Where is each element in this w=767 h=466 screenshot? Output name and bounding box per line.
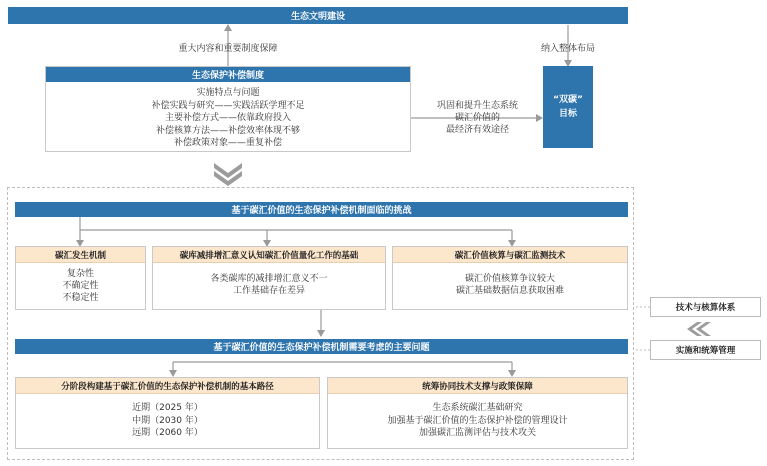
left-arrow-label: 重大内容和重要制度保障 <box>178 44 278 54</box>
middle-line: 碳汇价值的 <box>454 113 500 123</box>
issue-line: 生态系统碳汇基础研究 <box>432 403 523 413</box>
eco-compensation-title: 生态保护补偿制度 <box>46 67 410 82</box>
issue-box-phased-path <box>15 377 320 449</box>
challenge-line: 各类碳库的减排增汇意义不一 <box>210 274 328 284</box>
issue-box-coordination <box>327 377 628 449</box>
double-chevron-down-icon <box>214 163 242 186</box>
challenge-line: 不确定性 <box>62 281 99 291</box>
challenge-line: 复杂性 <box>66 269 94 279</box>
eco-compensation-box <box>45 66 411 152</box>
issue-line: 中期（2030 年） <box>132 415 203 426</box>
challenge-box-carbon-pool <box>152 246 386 310</box>
challenge-title: 碳汇发生机制 <box>16 247 145 263</box>
eco-line: 补偿政策对象——重复补偿 <box>173 138 282 148</box>
issue-line: 远期（2060 年） <box>132 428 203 438</box>
dual-carbon-box <box>543 66 593 148</box>
challenge-title: 碳库减排增汇意义认知碳汇价值量化工作的基础 <box>153 247 385 263</box>
challenge-box-carbon-mechanism <box>15 246 146 310</box>
double-chevron-left-icon <box>687 322 711 336</box>
challenge-box-accounting <box>392 246 628 310</box>
issue-title: 统筹协同技术支撑与政策保障 <box>328 378 627 394</box>
issue-line: 近期（2025 年） <box>132 403 203 413</box>
challenge-line: 不稳定性 <box>62 293 99 303</box>
issue-line: 加强碳汇监测评估与技术攻关 <box>418 428 536 438</box>
challenge-line: 碳汇价值核算争议较大 <box>464 274 555 284</box>
middle-line: 最经济有效途径 <box>445 125 509 135</box>
eco-line: 补偿核算方法——补偿效率体现不够 <box>155 125 300 136</box>
eco-line: 主要补偿方式——依靠政府投入 <box>164 113 291 123</box>
issue-line: 加强基于碳汇价值的生态保护补偿的管理设计 <box>387 415 568 426</box>
challenge-line: 碳汇基础数据信息获取困难 <box>455 286 564 296</box>
middle-arrow-label <box>420 100 535 136</box>
right-arrow-label: 纳入整体布局 <box>540 44 595 54</box>
challenge-line: 工作基础存在差异 <box>232 286 305 296</box>
side-label-implementation: 实施和统筹管理 <box>650 340 761 360</box>
challenge-banner: 基于碳汇价值的生态保护补偿机制面临的挑战 <box>15 202 628 217</box>
eco-line: 实施特点与问题 <box>196 88 260 98</box>
middle-line: 巩固和提升生态系统 <box>436 101 518 111</box>
top-banner: 生态文明建设 <box>8 7 628 24</box>
dual-carbon-line1: “双碳” <box>553 95 583 105</box>
eco-compensation-lines <box>46 82 410 150</box>
challenge-title: 碳汇价值核算与碳汇监测技术 <box>393 247 627 263</box>
issues-banner: 基于碳汇价值的生态保护补偿机制需要考虑的主要问题 <box>15 339 628 354</box>
dual-carbon-line2: 目标 <box>558 109 577 119</box>
issue-title: 分阶段构建基于碳汇价值的生态保护补偿机制的基本路径 <box>16 378 319 394</box>
eco-line: 补偿实践与研究——实践活跃学理不足 <box>151 100 305 111</box>
side-label-tech-accounting: 技术与核算体系 <box>650 297 761 317</box>
